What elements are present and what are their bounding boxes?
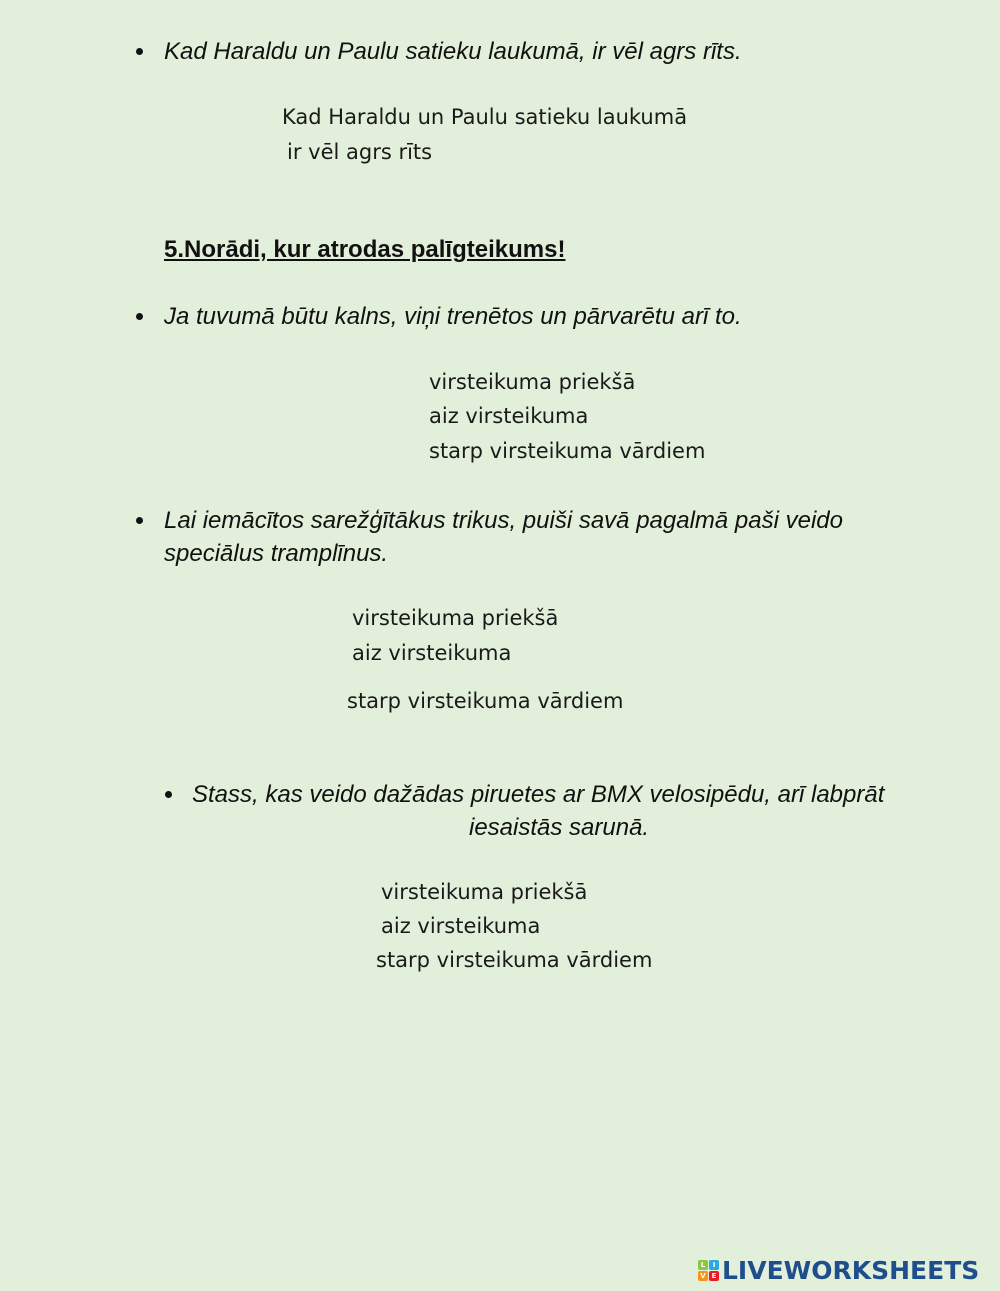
answer-option[interactable]: virsteikuma priekšā — [381, 880, 588, 904]
answer-option[interactable]: aiz virsteikuma — [352, 641, 512, 665]
answer-option[interactable]: aiz virsteikuma — [381, 914, 541, 938]
question-sentence: Ja tuvumā būtu kalns, viņi trenētos un pārvarētu arī to. — [164, 303, 742, 330]
sentence-part[interactable]: ir vēl agrs rīts — [287, 140, 433, 164]
answer-option[interactable]: virsteikuma priekšā — [352, 606, 559, 630]
answer-option[interactable]: starp virsteikuma vārdiem — [429, 439, 706, 463]
logo-tile: L — [698, 1260, 708, 1270]
bullet-icon — [165, 791, 172, 798]
section-heading: 5.Norādi, kur atrodas palīgteikums! — [164, 236, 566, 263]
question-sentence-cont: speciālus tramplīnus. — [164, 540, 389, 567]
liveworksheets-logo — [698, 1256, 979, 1285]
bullet-icon — [136, 48, 143, 55]
bullet-icon — [136, 313, 143, 320]
question-sentence-cont: iesaistās sarunā. — [469, 814, 650, 841]
question-sentence: Stass, kas veido dažādas piruetes ar BMX velosipēdu, arī labprāt — [192, 781, 885, 808]
logo-grid-icon — [698, 1260, 719, 1281]
logo-tile: I — [709, 1260, 719, 1270]
answer-option[interactable]: starp virsteikuma vārdiem — [347, 689, 624, 713]
answer-option[interactable]: starp virsteikuma vārdiem — [376, 948, 653, 972]
answer-option[interactable]: aiz virsteikuma — [429, 404, 589, 428]
sentence-part[interactable]: Kad Haraldu un Paulu satieku laukumā — [282, 105, 688, 129]
logo-tile: V — [698, 1271, 708, 1281]
question-sentence: Lai iemācītos sarežģītākus trikus, puiši savā pagalmā paši veido — [164, 507, 843, 534]
logo-text: LIVEWORKSHEETS — [722, 1256, 980, 1285]
logo-tile: E — [709, 1271, 719, 1281]
answer-option[interactable]: virsteikuma priekšā — [429, 370, 636, 394]
sentence-1: Kad Haraldu un Paulu satieku laukumā, ir vēl agrs rīts. — [164, 38, 742, 65]
bullet-icon — [136, 517, 143, 524]
